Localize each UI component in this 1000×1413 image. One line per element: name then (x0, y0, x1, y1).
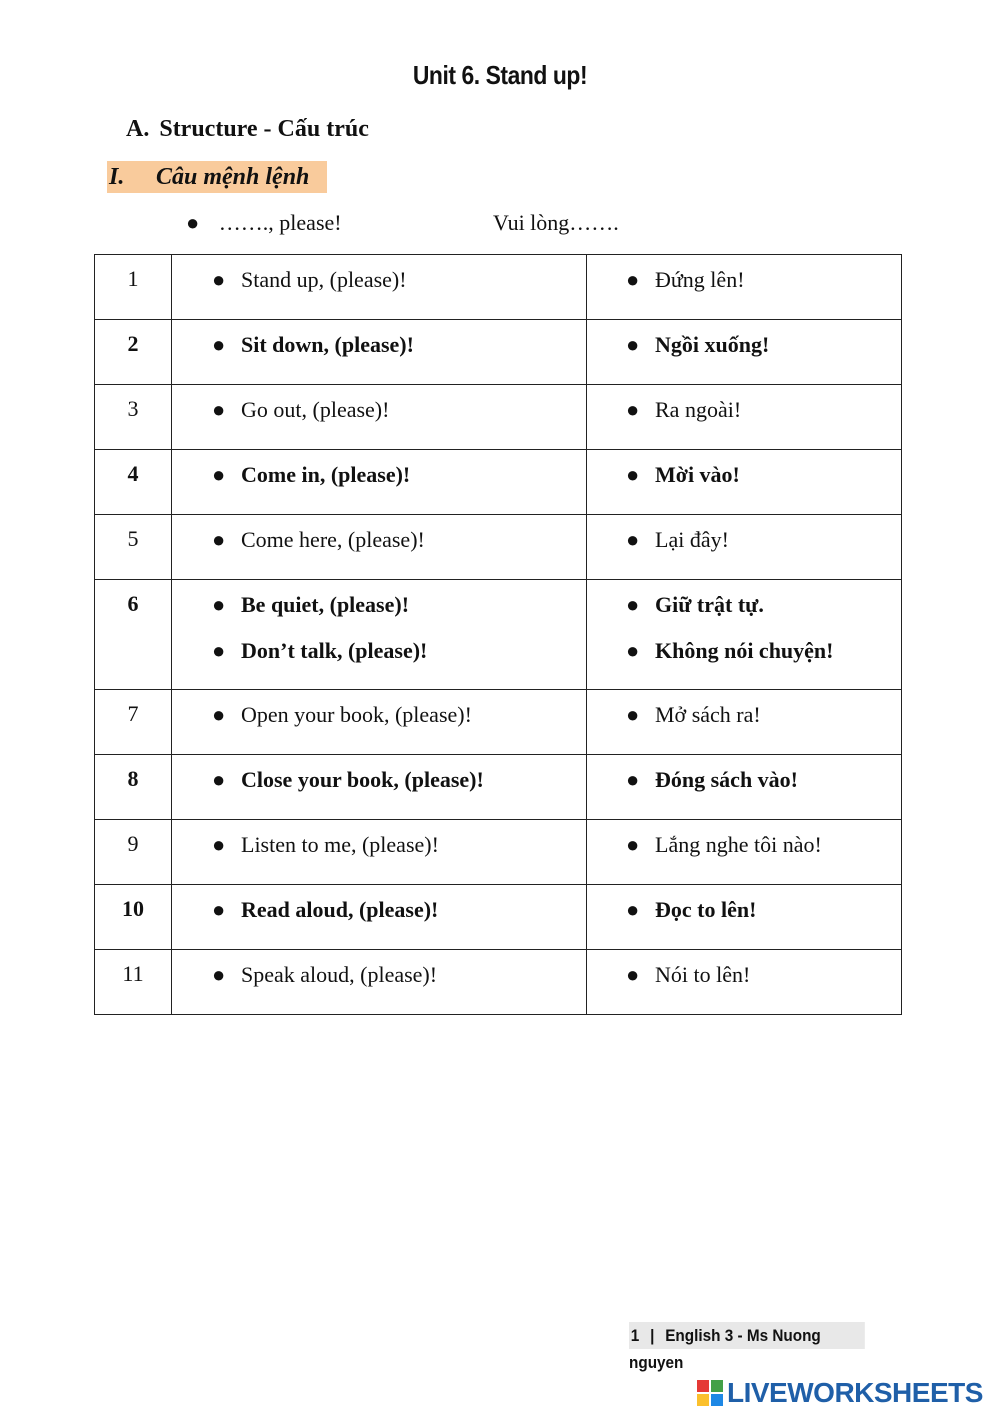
vietnamese-cell (587, 690, 902, 755)
bullet-icon: ● (626, 962, 640, 987)
liveworksheets-brand[interactable] (697, 1374, 983, 1412)
english-cell (172, 950, 587, 1015)
footer-separator: | (650, 1326, 655, 1345)
table-row (95, 885, 902, 950)
bullet-icon: ● (212, 832, 226, 857)
phrase-text: Don’t talk, (please)! (241, 638, 428, 663)
row-number: 2 (95, 320, 172, 385)
bullet-icon: ● (212, 462, 226, 487)
phrase-text: Speak aloud, (please)! (241, 962, 438, 987)
english-cell (172, 690, 587, 755)
phrase-text: Mở sách ra! (655, 702, 761, 727)
english-phrase (172, 398, 586, 422)
bullet-icon: ● (626, 897, 640, 922)
section-i-number: I. (109, 164, 125, 190)
table-row (95, 515, 902, 580)
phrase-text: Close your book, (please)! (241, 767, 484, 792)
english-phrase (172, 703, 586, 727)
phrase-text: Read aloud, (please)! (241, 897, 439, 922)
table-row (95, 950, 902, 1015)
vietnamese-cell (587, 255, 902, 320)
phrase-text: Come in, (please)! (241, 462, 411, 487)
footer-text: English 3 - Ms Nuong nguyen (629, 1326, 821, 1372)
vietnamese-cell (587, 755, 902, 820)
bullet-icon: ● (212, 702, 226, 727)
pattern-english (186, 210, 342, 236)
vietnamese-phrase (587, 898, 901, 922)
english-cell (172, 515, 587, 580)
phrase-text: Lại đây! (655, 527, 729, 552)
bullet-icon: ● (212, 397, 226, 422)
english-phrase (172, 268, 586, 292)
row-number: 5 (95, 515, 172, 580)
vietnamese-cell (587, 385, 902, 450)
pattern-vietnamese: Vui lòng……. (493, 210, 619, 235)
bullet-icon: ● (626, 638, 640, 663)
english-cell (172, 580, 587, 690)
row-number: 4 (95, 450, 172, 515)
english-phrase (172, 898, 586, 922)
vietnamese-cell (587, 820, 902, 885)
row-number: 9 (95, 820, 172, 885)
english-phrase (172, 768, 586, 792)
bullet-icon: ● (212, 638, 226, 663)
brand-name: LIVEWORKSHEETS (727, 1377, 983, 1408)
phrase-text: Đọc to lên! (655, 897, 757, 922)
page-title: Unit 6. Stand up! (412, 60, 588, 90)
table-row (95, 820, 902, 885)
vietnamese-cell (587, 320, 902, 385)
vietnamese-phrase (587, 528, 901, 552)
vietnamese-phrase (587, 768, 901, 792)
english-phrase (172, 833, 586, 857)
vietnamese-phrase (587, 398, 901, 422)
english-phrase (172, 528, 586, 552)
vietnamese-cell (587, 515, 902, 580)
table-row (95, 580, 902, 690)
table-row (95, 255, 902, 320)
phrase-text: Open your book, (please)! (241, 702, 472, 727)
bullet-icon: ● (626, 397, 640, 422)
table-row (95, 690, 902, 755)
vietnamese-phrase (587, 833, 901, 857)
section-a-letter: A. (126, 116, 150, 142)
english-cell (172, 450, 587, 515)
english-cell (172, 820, 587, 885)
bullet-icon: ● (626, 267, 640, 292)
english-cell (172, 255, 587, 320)
english-phrase (172, 593, 586, 617)
bullet-icon: ● (186, 210, 200, 235)
table-row (95, 385, 902, 450)
row-number: 7 (95, 690, 172, 755)
bullet-icon: ● (626, 767, 640, 792)
section-i-heading (107, 161, 327, 193)
phrase-text: Be quiet, (please)! (241, 592, 410, 617)
phrase-text: Ngồi xuống! (655, 332, 770, 357)
table-row (95, 320, 902, 385)
phrase-text: Đóng sách vào! (655, 767, 799, 792)
vietnamese-phrase (587, 333, 901, 357)
bullet-icon: ● (212, 592, 226, 617)
page-footer (629, 1322, 865, 1372)
row-number: 1 (95, 255, 172, 320)
phrase-text: Nói to lên! (655, 962, 751, 987)
pattern-english-text: ……., please! (218, 210, 342, 235)
vietnamese-cell (587, 580, 902, 690)
table-row (95, 450, 902, 515)
bullet-icon: ● (212, 527, 226, 552)
bullet-icon: ● (212, 767, 226, 792)
english-cell (172, 385, 587, 450)
phrase-text: Không nói chuyện! (655, 638, 834, 663)
bullet-icon: ● (626, 462, 640, 487)
vietnamese-cell (587, 885, 902, 950)
vietnamese-cell (587, 950, 902, 1015)
phrase-text: Sit down, (please)! (241, 332, 414, 357)
section-a-label: Structure - Cấu trúc (159, 116, 369, 142)
phrase-text: Go out, (please)! (241, 397, 390, 422)
bullet-icon: ● (212, 332, 226, 357)
vietnamese-phrase (587, 639, 901, 663)
phrase-text: Ra ngoài! (655, 397, 742, 422)
phrase-text: Listen to me, (please)! (241, 832, 439, 857)
bullet-icon: ● (212, 267, 226, 292)
phrase-text: Come here, (please)! (241, 527, 425, 552)
phrases-table (94, 254, 902, 1015)
row-number: 8 (95, 755, 172, 820)
vietnamese-phrase (587, 268, 901, 292)
bullet-icon: ● (212, 897, 226, 922)
bullet-icon: ● (212, 962, 226, 987)
section-i-label: Câu mệnh lệnh (156, 164, 310, 190)
vietnamese-phrase (587, 593, 901, 617)
english-phrase (172, 963, 586, 987)
phrase-text: Stand up, (please)! (241, 267, 407, 292)
english-phrase (172, 463, 586, 487)
bullet-icon: ● (626, 702, 640, 727)
liveworksheets-logo-icon (697, 1380, 723, 1406)
english-phrase (172, 333, 586, 357)
bullet-icon: ● (626, 832, 640, 857)
bullet-icon: ● (626, 527, 640, 552)
row-number: 11 (95, 950, 172, 1015)
vietnamese-phrase (587, 703, 901, 727)
table-row (95, 755, 902, 820)
english-phrase (172, 639, 586, 663)
phrase-text: Đứng lên! (655, 267, 745, 292)
bullet-icon: ● (626, 592, 640, 617)
english-cell (172, 755, 587, 820)
english-cell (172, 320, 587, 385)
row-number: 10 (95, 885, 172, 950)
vietnamese-phrase (587, 463, 901, 487)
row-number: 6 (95, 580, 172, 690)
section-a-heading (126, 116, 369, 143)
phrase-text: Giữ trật tự. (655, 592, 764, 617)
phrase-text: Lắng nghe tôi nào! (655, 832, 822, 857)
vietnamese-phrase (587, 963, 901, 987)
english-cell (172, 885, 587, 950)
bullet-icon: ● (626, 332, 640, 357)
vietnamese-cell (587, 450, 902, 515)
row-number: 3 (95, 385, 172, 450)
phrase-text: Mời vào! (655, 462, 740, 487)
page-number: 1 (630, 1326, 640, 1345)
